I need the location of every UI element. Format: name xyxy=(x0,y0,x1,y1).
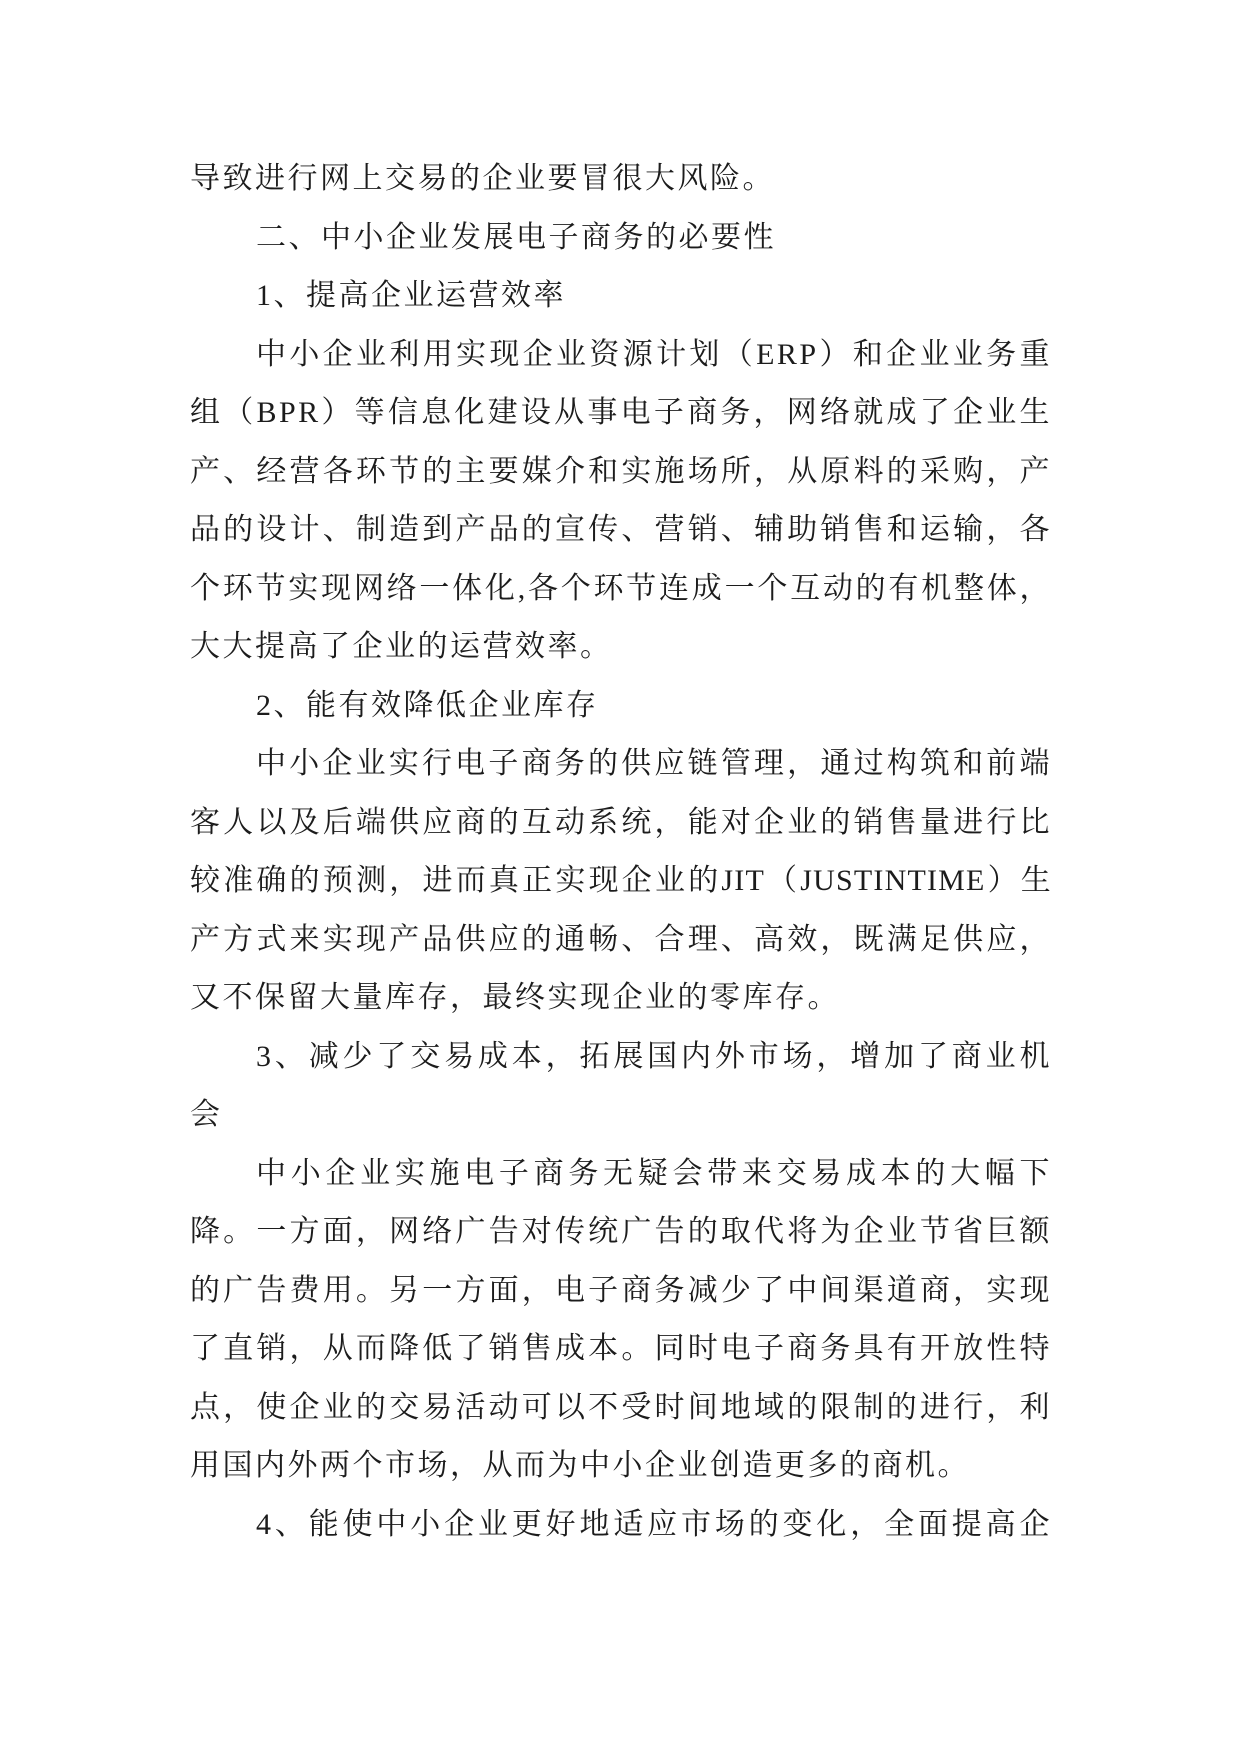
section-item-4 xyxy=(190,1496,1052,1555)
text-line: 个环节实现网络一体化,各个环节连成一个互动的有机整体， xyxy=(190,571,1052,605)
item-heading: 2、能有效降低企业库存 xyxy=(256,688,599,722)
text-line: 较准确的预测，进而真正实现企业的JIT（JUSTINTIME）生 xyxy=(190,864,1052,897)
text-line: 客人以及后端供应商的互动系统，能对企业的销售量进行比 xyxy=(190,805,1052,839)
text-line: 降。一方面，网络广告对传统广告的取代将为企业节省巨额 xyxy=(190,1215,1052,1248)
text-line: 产方式来实现产品供应的通畅、合理、高效，既满足供应， xyxy=(190,922,1052,956)
text-line: 点，使企业的交易活动可以不受时间地域的限制的进行，利 xyxy=(190,1390,1052,1424)
text-line: 的广告费用。另一方面，电子商务减少了中间渠道商，实现 xyxy=(190,1273,1052,1307)
text-line: 导致进行网上交易的企业要冒很大风险。 xyxy=(190,162,775,195)
text-line: 大大提高了企业的运营效率。 xyxy=(190,630,613,663)
text-line: 了直销，从而降低了销售成本。同时电子商务具有开放性特 xyxy=(190,1332,1052,1365)
item-heading-continued: 会 xyxy=(190,1098,223,1131)
text-line: 组（BPR）等信息化建设从事电子商务，网络就成了企业生 xyxy=(190,396,1052,429)
text-block xyxy=(190,150,1052,1554)
text-line: 产、经营各环节的主要媒介和实施场所，从原料的采购，产 xyxy=(190,454,1052,488)
paragraph xyxy=(190,326,1052,677)
paragraph xyxy=(190,735,1052,1028)
continued-paragraph xyxy=(190,150,1052,209)
text-line: 中小企业利用实现企业资源计划（ERP）和企业业务重 xyxy=(256,337,1052,371)
section-item-3 xyxy=(190,1028,1052,1496)
text-line: 用国内外两个市场，从而为中小企业创造更多的商机。 xyxy=(190,1449,970,1482)
item-heading: 4、能使中小企业更好地适应市场的变化，全面提高企 xyxy=(256,1507,1052,1541)
item-heading: 1、提高企业运营效率 xyxy=(256,279,566,312)
item-heading: 3、减少了交易成本，拓展国内外市场，增加了商业机 xyxy=(256,1039,1052,1073)
text-line: 中小企业实施电子商务无疑会带来交易成本的大幅下 xyxy=(256,1156,1052,1190)
text-line: 品的设计、制造到产品的宣传、营销、辅助销售和运输，各 xyxy=(190,513,1052,546)
paragraph xyxy=(190,1145,1052,1496)
section-item-1 xyxy=(190,267,1052,677)
text-line: 又不保留大量库存，最终实现企业的零库存。 xyxy=(190,981,840,1014)
text-line: 中小企业实行电子商务的供应链管理，通过构筑和前端 xyxy=(256,747,1052,780)
section-item-2 xyxy=(190,677,1052,1028)
section-heading: 二、中小企业发展电子商务的必要性 xyxy=(256,220,776,254)
